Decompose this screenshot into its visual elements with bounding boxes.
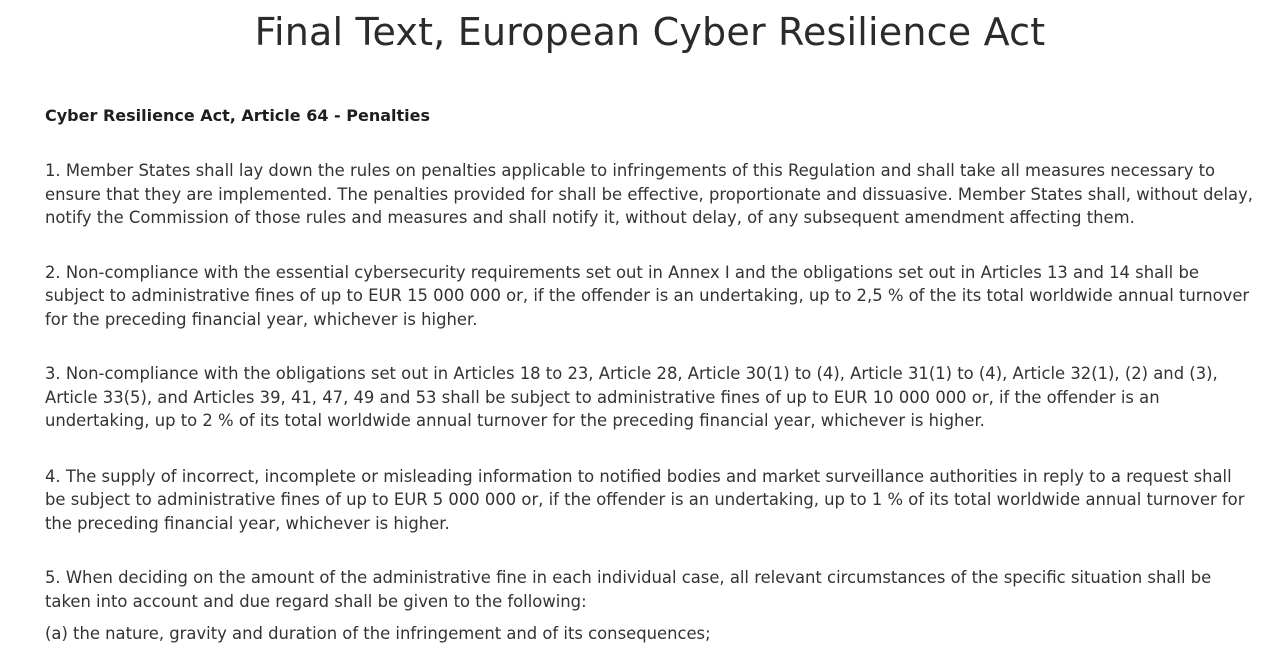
paragraph-1: 1. Member States shall lay down the rules on penalties applicable to infringements of this Regulation and shall take all measures necessary to ensure that they are implemented. The penalties provided for shall be effective, proportionate and dissuasive. Member States shall, without delay, notify the Commission of those rules and measures and shall notify it, without delay, of any subsequent amendment affecting them. [45, 161, 1254, 227]
list-item-a: (a) the nature, gravity and duration of the infringement and of its consequences; [45, 624, 711, 643]
page-title: Final Text, European Cyber Resilience Act [254, 10, 1046, 54]
paragraph-4: 4. The supply of incorrect, incomplete or misleading information to notified bodies and market surveillance authorities in reply to a request shall be subject to administrative fines of up to EUR 5 000 000 or, if the offender is an undertaking, up to 1 % of its total worldwide annual turnover for the preceding financial year, whichever is higher. [45, 466, 1245, 533]
article-content [45, 105, 1255, 646]
paragraph-2: 2. Non-compliance with the essential cybersecurity requirements set out in Annex I and the obligations set out in Articles 13 and 14 shall be subject to administrative fines of up to EUR 15 000 000 or, if the offender is an undertaking, up to 2,5 % of the its total worldwide annual turnover for the preceding financial year, whichever is higher. [45, 262, 1250, 329]
article-heading: Cyber Resilience Act, Article 64 - Penalties [45, 106, 430, 125]
paragraph-3: 3. Non-compliance with the obligations set out in Articles 18 to 23, Article 28, Article 30(1) to (4), Article 31(1) to (4), Article 32(1), (2) and (3), Article 33(5), and Articles 39, 41, 47, 49 and 53 shall be subject to administrative fines of up to EUR 10 000 000 or, if the offender is an undertaking, up to 2 % of its total worldwide annual turnover for the preceding financial year, whichever is higher. [45, 364, 1218, 430]
paragraph-5: 5. When deciding on the amount of the administrative fine in each individual case, all relevant circumstances of the specific situation shall be taken into account and due regard shall be given to the following: [45, 568, 1212, 611]
